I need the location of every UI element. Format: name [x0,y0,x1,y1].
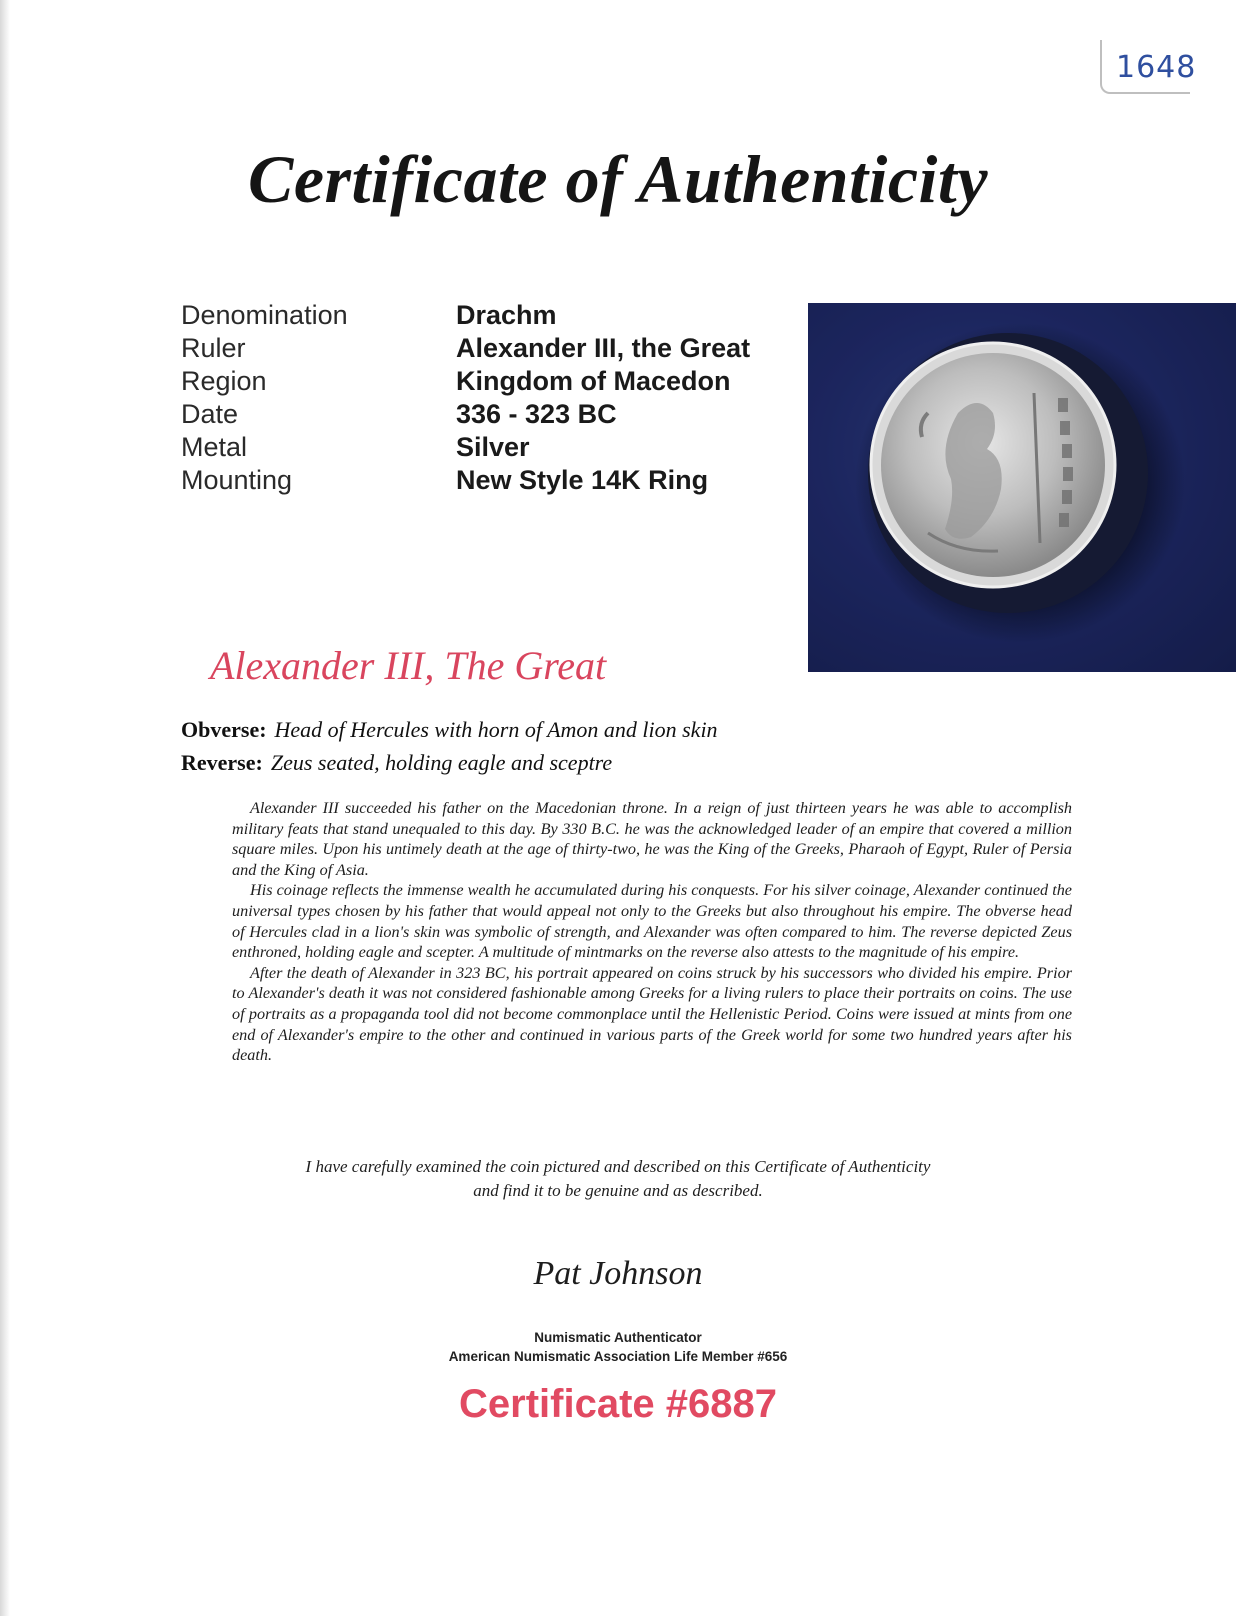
coin-subtitle: Alexander III, The Great [210,643,607,688]
obverse-text: Head of Hercules with horn of Amon and lion skin [274,717,718,742]
spec-label: Region [181,366,267,396]
coin-photo [808,303,1236,672]
spec-label: Denomination [181,300,348,330]
authenticator-membership: American Numismatic Association Life Member #656 [448,1349,788,1364]
attestation-line-1: I have carefully examined the coin pictured and described on this Certificate of Authenticity [305,1157,931,1176]
spec-label: Mounting [181,465,293,495]
spec-value: Alexander III, the Great [456,333,751,363]
reverse-line [181,746,718,779]
spec-label: Ruler [181,333,246,363]
coin-image [808,303,1236,672]
signature: Pat Johnson [533,1255,703,1292]
scan-edge-shadow [0,0,10,1616]
spec-value: New Style 14K Ring [456,465,709,495]
spec-label: Date [181,399,239,429]
history-text [232,798,1072,1066]
handwritten-note: 1648 [1116,50,1197,85]
obverse-label: Obverse: [181,717,267,742]
history-paragraph: After the death of Alexander in 323 BC, his portrait appeared on coins struck by his successors who divided his empire. Prior to Alexander's death it was not considered fashionable among Greeks for a living rulers to place their portraits on coins. The use of portraits as a propaganda tool did not become commonplace until the Hellenistic Period. Coins were issued at mints from one end of Alexander's empire to the other and continued in various parts of the Greek world for some two hundred years after his death. [232,963,1072,1065]
authenticator-info [0,1328,1236,1366]
spec-value: Silver [456,432,530,462]
history-paragraph: Alexander III succeeded his father on the Macedonian throne. In a reign of just thirteen years he was able to accomplish military feats that stand unequaled to this day. By 330 B.C. he was the acknowledged leader of an empire that covered a million square miles. Upon his untimely death at the age of thirty-two, he was the King of the Greeks, Pharaoh of Egypt, Ruler of Persia and the King of Asia. [232,799,1072,879]
certificate-number: Certificate #6887 [459,1382,777,1426]
reverse-text: Zeus seated, holding eagle and sceptre [270,750,613,775]
obverse-line [181,713,718,746]
history-paragraph: His coinage reflects the immense wealth he accumulated during his conquests. For his silver coinage, Alexander continued the universal types chosen by his father that would appeal not only to the Greeks but also throughout his empire. The obverse head of Hercules clad in a lion's skin was symbolic of strength, and Alexander was often compared to him. The reverse depicted Zeus enthroned, holding eagle and scepter. A multitude of mintmarks on the reverse also attests to the magnitude of his empire. [232,881,1072,962]
attestation-line-2: and find it to be genuine and as described. [473,1181,763,1200]
attestation [0,1155,1236,1203]
spec-label: Metal [181,432,248,462]
coin-description [181,713,718,779]
spec-value: Kingdom of Macedon [456,366,731,396]
spec-value: 336 - 323 BC [456,399,617,429]
certificate-title: Certificate of Authenticity [247,141,989,217]
spec-value: Drachm [456,300,557,330]
handwritten-note-box [1100,40,1197,94]
authenticator-title: Numismatic Authenticator [534,1330,702,1345]
reverse-label: Reverse: [181,750,263,775]
